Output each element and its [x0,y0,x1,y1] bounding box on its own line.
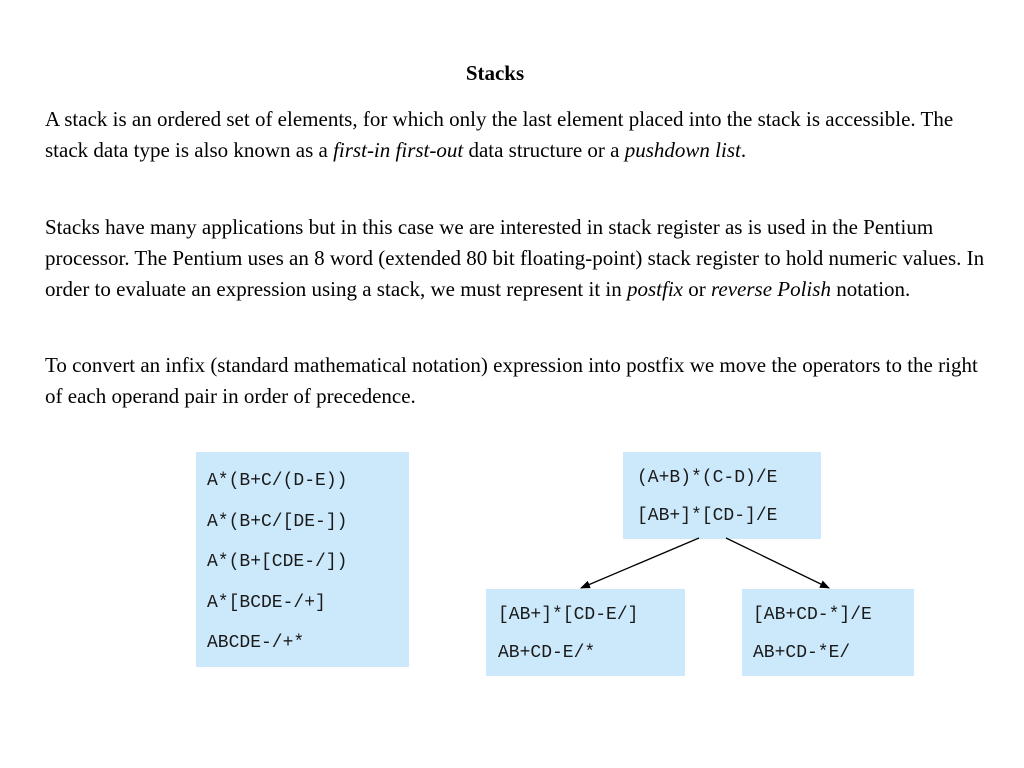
paragraph-text: . [740,138,747,162]
emphasis-term: first-in first-out [333,138,464,162]
paragraph-stack-definition [45,104,985,166]
paragraph-infix-conversion [45,350,985,412]
arrow-to-left-child [581,538,699,588]
arrow-to-right-child [726,538,829,588]
expression-line: AB+CD-*E/ [753,643,851,663]
conversion-step: A*[BCDE-/+] [207,592,326,613]
paragraph-text: To convert an infix (standard mathematical notation) expression into postfix we move the operators to the right of each operand pair in order of precedence. [45,353,978,408]
conversion-step: ABCDE-/+* [207,633,305,653]
conversion-step: A*(B+C/(D-E)) [207,471,348,491]
conversion-step: A*(B+[CDE-/]) [207,552,348,572]
paragraph-text: or [683,277,711,301]
emphasis-term: pushdown list [624,138,741,162]
paragraph-text: notation. [830,277,911,301]
expression-line: [AB+]*[CD-E/] [498,605,639,625]
tree-right-child-box [742,589,914,676]
expression-line: [AB+]*[CD-]/E [637,506,778,526]
page-title: Stacks [465,61,525,85]
emphasis-term: postfix [627,277,683,301]
paragraph-text: Stacks have many applications but in this case we are interested in stack register as is used in the Pentium processor. The Pentium uses an 8 word (extended 80 bit floating-point) stack register to hold numeric values. In order to evaluate an expression using a stack, we must represent it in [45,215,985,301]
emphasis-term: reverse Polish [711,277,831,301]
expression-line: AB+CD-E/* [498,643,596,663]
conversion-step: A*(B+C/[DE-]) [207,511,348,532]
conversion-steps-box [196,452,409,667]
tree-left-child-box [486,589,685,676]
paragraph-stack-applications [45,212,985,305]
paragraph-text: A stack is an ordered set of elements, for which only the last element placed into the stack is accessible. The stack data type is also known as a [45,107,954,162]
tree-root-box [623,452,821,539]
expression-line: (A+B)*(C-D)/E [637,468,778,488]
paragraph-text: data structure or a [463,138,625,162]
expression-line: [AB+CD-*]/E [753,605,872,625]
